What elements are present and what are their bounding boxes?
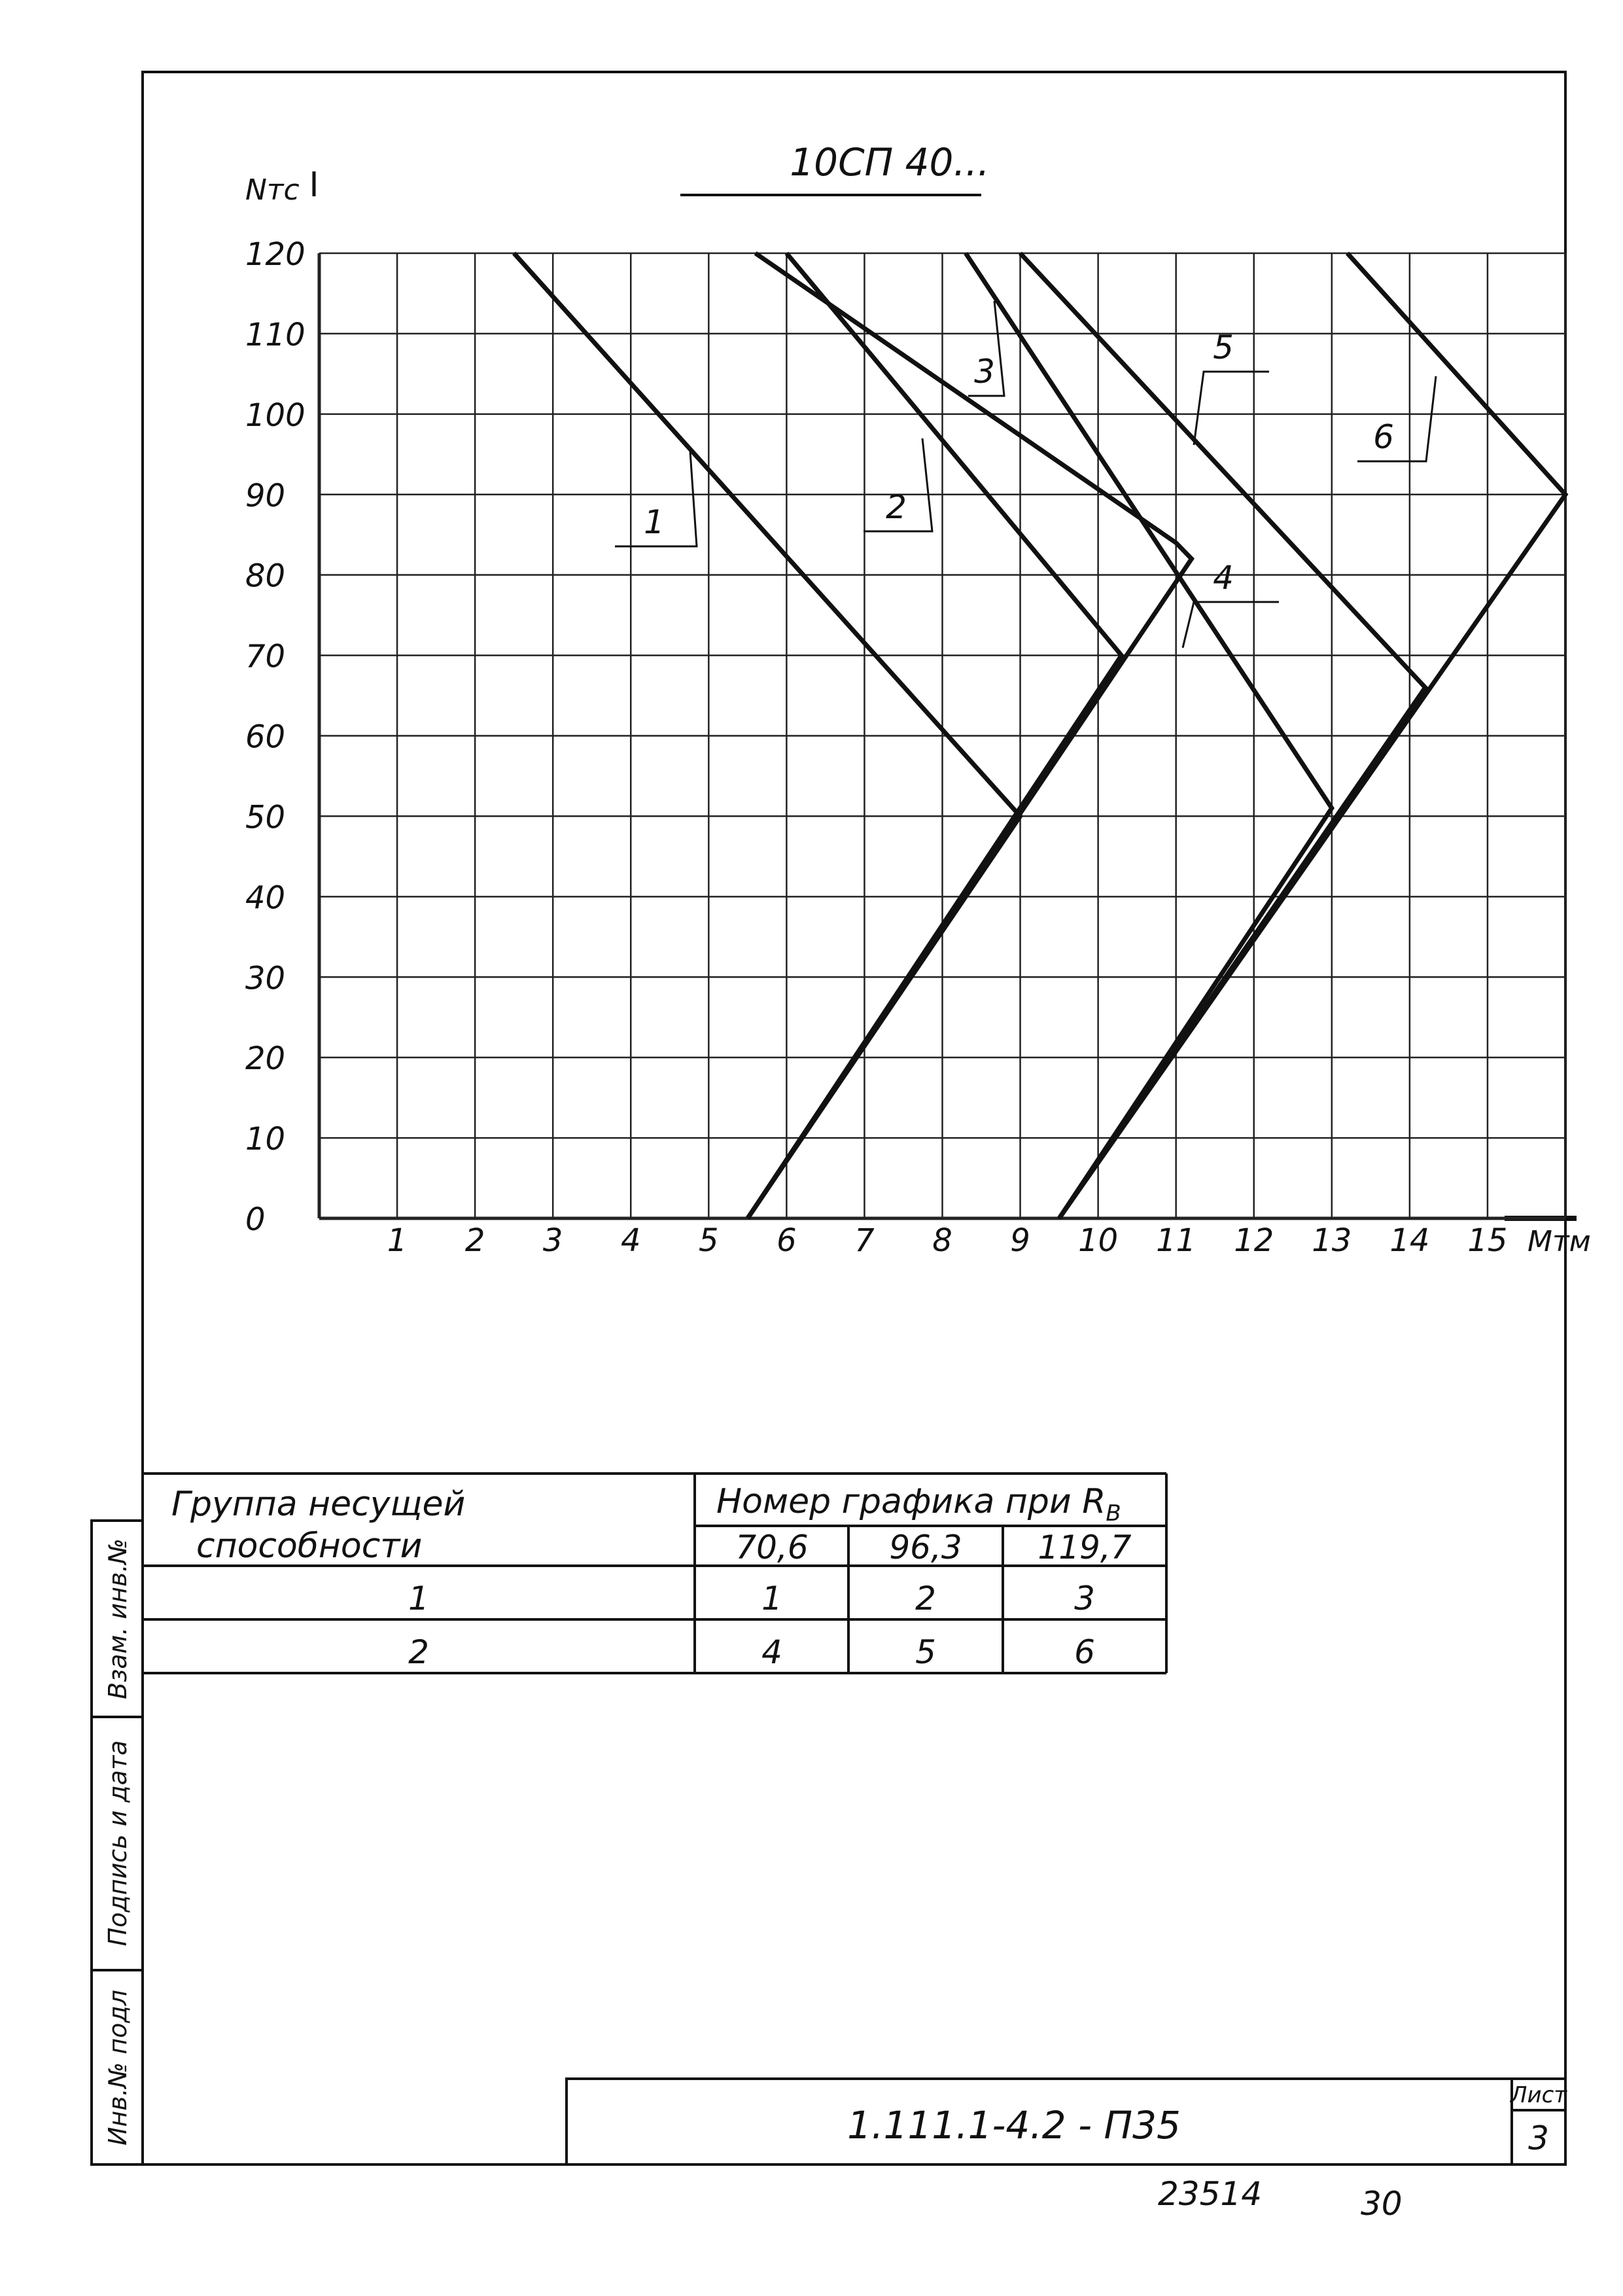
x-tick-label: 14 [1389, 1222, 1430, 1259]
y-tick-label: 30 [245, 960, 286, 997]
y-tick-label: 100 [245, 397, 305, 434]
x-tick-labels [387, 1222, 1508, 1259]
y-tick-label: 120 [245, 236, 305, 273]
y-tick-label: 40 [245, 879, 286, 917]
table-row-group: 1 [408, 1580, 429, 1617]
y-tick-label: 90 [245, 477, 286, 514]
footer-number: 23514 [1158, 2175, 1263, 2213]
y-tick-label: 0 [245, 1201, 266, 1238]
legend-table [143, 1474, 1166, 1673]
y-tick-label: 20 [245, 1040, 286, 1078]
table-number-header: Номер графика при $R_В$ [716, 1482, 1121, 1527]
x-tick-label: 1 [387, 1222, 408, 1259]
chart-title: 10СП 40... [790, 140, 990, 185]
curve-leader-line [1357, 376, 1436, 461]
stamp-signature-date: Подпись и дата [103, 1740, 132, 1947]
curve-label-5: 5 [1213, 328, 1234, 366]
x-tick-label: 5 [699, 1222, 719, 1259]
y-tick-label: 110 [245, 316, 305, 353]
y-tick-label: 10 [245, 1121, 286, 1158]
table-cell: 3 [1074, 1580, 1095, 1617]
x-axis-label: Мтм [1527, 1225, 1591, 1258]
curve-labels [615, 301, 1436, 648]
table-group-header-2: способности [196, 1527, 423, 1566]
x-tick-label: 13 [1312, 1222, 1352, 1259]
curve-leader-line [1194, 372, 1269, 445]
x-tick-label: 8 [932, 1222, 952, 1259]
x-tick-label: 11 [1156, 1222, 1196, 1259]
x-tick-label: 7 [854, 1222, 875, 1259]
y-tick-label: 70 [245, 638, 286, 675]
table-row-group: 2 [408, 1633, 429, 1671]
sheet-label: Лист [1510, 2082, 1567, 2108]
x-tick-label: 10 [1078, 1222, 1119, 1259]
table-column-header: 119,7 [1038, 1528, 1132, 1566]
table-cell: 4 [761, 1633, 782, 1671]
stamp-replacement-inventory: Взам. инв.№ [103, 1538, 132, 1699]
y-axis-label: Nтс [245, 173, 300, 207]
chart-grid [319, 253, 1565, 1218]
x-tick-label: 4 [620, 1222, 641, 1259]
table-cell: 1 [761, 1580, 782, 1617]
curve-leader-line [1183, 602, 1279, 648]
side-stamp [92, 1521, 143, 2164]
footer-extra: 30 [1361, 2185, 1403, 2223]
curve-label-3: 3 [974, 353, 995, 391]
sheet-number: 3 [1528, 2119, 1549, 2157]
y-tick-label: 50 [245, 799, 286, 836]
curve-label-1: 1 [644, 503, 665, 541]
table-cell: 5 [915, 1633, 936, 1671]
table-cell: 6 [1074, 1633, 1095, 1671]
title-block [567, 2079, 1567, 2164]
table-cell: 2 [915, 1580, 936, 1617]
table-cells [408, 1528, 1132, 1671]
x-tick-label: 3 [542, 1222, 563, 1259]
table-column-header: 70,6 [735, 1528, 809, 1566]
stamp-original-inventory: Инв.№ подл [103, 1989, 132, 2146]
x-tick-label: 6 [777, 1222, 797, 1259]
curve-label-4: 4 [1213, 559, 1234, 597]
x-tick-label: 2 [464, 1222, 485, 1259]
x-tick-label: 12 [1234, 1222, 1274, 1259]
y-tick-label: 80 [245, 557, 286, 595]
x-tick-label: 15 [1467, 1222, 1508, 1259]
sheet-frame [143, 72, 1565, 2164]
x-tick-label: 9 [1010, 1222, 1030, 1259]
y-tick-labels [245, 236, 305, 1238]
document-code: 1.111.1-4.2 - П35 [847, 2103, 1181, 2147]
curve-label-6: 6 [1373, 418, 1394, 456]
table-group-header: Группа несущей [171, 1485, 466, 1524]
table-column-header: 96,3 [889, 1528, 962, 1566]
y-tick-label: 60 [245, 718, 286, 756]
curve-label-2: 2 [886, 488, 907, 526]
